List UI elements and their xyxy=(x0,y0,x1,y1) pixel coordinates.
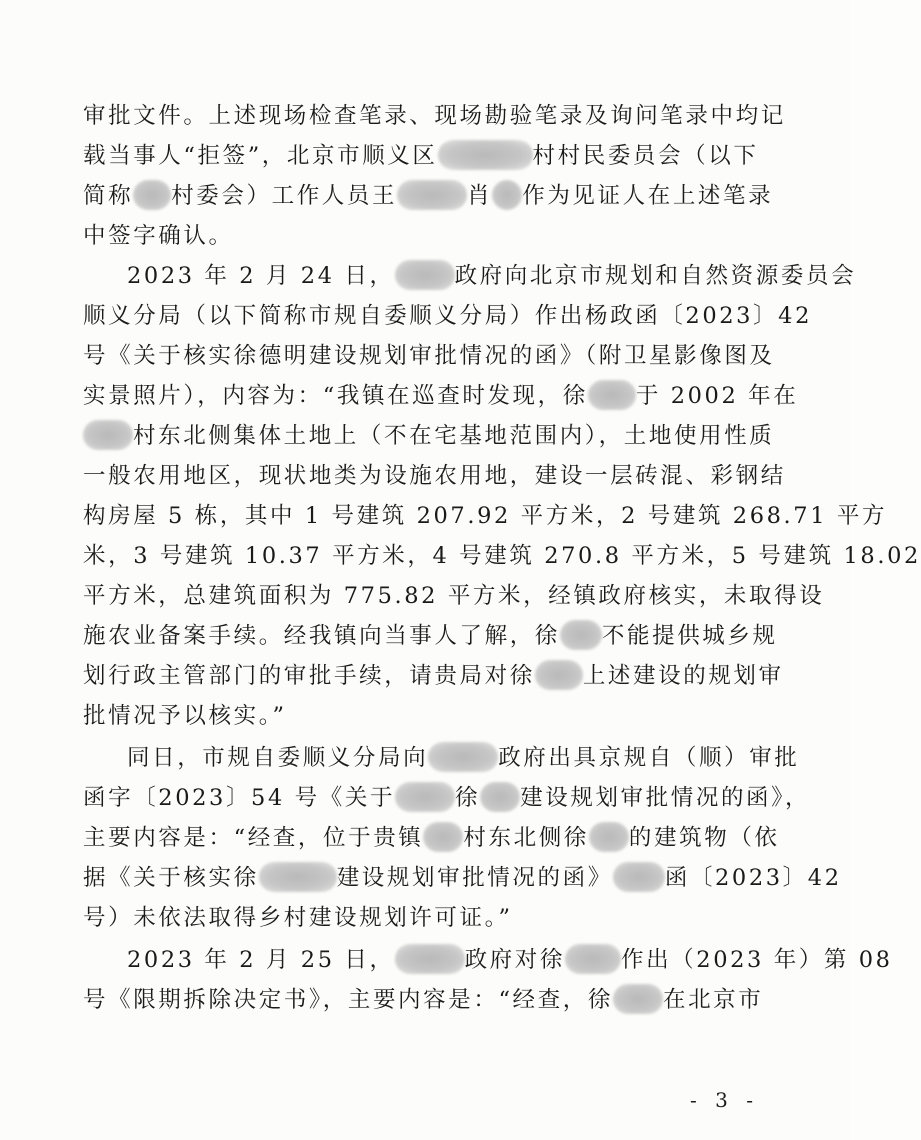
text-line xyxy=(127,940,893,980)
redaction-mark xyxy=(613,984,663,1014)
text-line xyxy=(83,576,824,616)
text-segment: 村东北侧徐 xyxy=(463,825,589,851)
text-line xyxy=(83,176,773,216)
text-segment: 政府向北京市规划和自然资源委员会 xyxy=(454,263,857,289)
text-line xyxy=(83,818,780,858)
text-segment: 主要内容是：“经查，位于贵镇 xyxy=(83,825,424,851)
text-segment: 审批文件。上述现场检查笔录、现场勘验笔录及询问笔录中均记 xyxy=(83,103,786,129)
redaction-mark xyxy=(560,620,602,650)
text-line xyxy=(83,656,784,696)
text-line xyxy=(83,898,513,938)
text-segment: 号《限期拆除决定书》，主要内容是：“经查，徐 xyxy=(83,987,613,1013)
redaction-mark xyxy=(395,260,455,290)
text-segment: 号《关于核实徐德明建设规划审批情况的函》（附卫星影像图及 xyxy=(83,343,775,369)
text-segment: 构房屋 5 栋，其中 1 号建筑 207.92 平方米，2 号建筑 268.71 平方 xyxy=(83,503,888,529)
redaction-mark xyxy=(589,822,629,852)
text-segment: 政府对徐 xyxy=(464,947,565,973)
text-segment: 顺义分局（以下简称市规自委顺义分局）作出杨政函〔2023〕42 xyxy=(83,303,812,329)
text-segment: 一般农用地区，现状地类为设施农用地，建设一层砖混、彩钢结 xyxy=(83,463,786,489)
text-segment: 实景照片），内容为：“我镇在巡查时发现，徐 xyxy=(83,383,588,409)
text-segment: 2023 年 2 月 25 日， xyxy=(127,947,395,973)
text-line xyxy=(83,616,778,656)
redaction-mark xyxy=(259,862,337,892)
text-segment: 村委会）工作人员王 xyxy=(171,183,398,209)
text-segment: 不能提供城乡规 xyxy=(601,623,778,649)
text-segment: 作出（2023 年）第 08 xyxy=(620,947,893,973)
text-segment: 米，3 号建筑 10.37 平方米，4 号建筑 270.8 平方米，5 号建筑 18.02 xyxy=(83,543,921,569)
text-line xyxy=(83,456,786,496)
text-line xyxy=(83,336,775,376)
redaction-mark xyxy=(492,180,522,210)
redaction-mark xyxy=(397,180,467,210)
text-line xyxy=(83,980,763,1020)
text-segment: 建设规划审批情况的函》， xyxy=(520,785,811,811)
redaction-mark xyxy=(535,660,583,690)
text-segment: 于 2002 年在 xyxy=(635,383,799,409)
text-line xyxy=(83,136,758,176)
text-segment: 在北京市 xyxy=(662,987,764,1013)
text-segment: 村东北侧集体土地上（不在宅基地范围内），土地使用性质 xyxy=(133,423,775,449)
text-segment: 简称 xyxy=(83,183,134,209)
text-line xyxy=(83,496,887,536)
text-line xyxy=(83,96,786,136)
text-line xyxy=(83,296,812,336)
text-line xyxy=(83,216,234,256)
redaction-mark xyxy=(423,822,463,852)
text-line xyxy=(83,376,798,416)
redaction-mark xyxy=(565,944,621,974)
text-segment: 建设规划审批情况的函》 xyxy=(336,865,613,891)
text-line xyxy=(83,858,842,898)
text-line xyxy=(127,738,799,778)
redaction-mark xyxy=(613,862,665,892)
redaction-mark xyxy=(395,782,455,812)
redaction-mark xyxy=(438,140,533,170)
text-segment: 徐 xyxy=(455,785,481,811)
page-number: - 3 - xyxy=(690,1088,759,1112)
text-line xyxy=(83,778,810,818)
text-segment: 政府出具京规自（顺）审批 xyxy=(498,745,800,771)
text-line xyxy=(127,256,856,296)
text-segment: 划行政主管部门的审批手续，请贵局对徐 xyxy=(83,663,535,689)
text-segment: 的建筑物（依 xyxy=(628,825,780,851)
redaction-mark xyxy=(395,944,465,974)
text-segment: 批情况予以核实。” xyxy=(83,703,287,729)
text-segment: 村村民委员会（以下 xyxy=(532,143,759,169)
text-segment: 号）未依法取得乡村建设规划许可证。” xyxy=(83,905,513,931)
text-segment: 载当事人“拒签”，北京市顺义区 xyxy=(83,143,438,169)
text-segment: 上述建设的规划审 xyxy=(582,663,784,689)
redaction-mark xyxy=(133,180,171,210)
redaction-mark xyxy=(588,380,636,410)
redaction-mark xyxy=(480,782,520,812)
text-segment: 函〔2023〕42 xyxy=(664,865,842,891)
text-segment: 函字〔2023〕54 号《关于 xyxy=(83,785,396,811)
text-segment: 施农业备案手续。经我镇向当事人了解，徐 xyxy=(83,623,560,649)
text-line xyxy=(83,416,774,456)
text-line xyxy=(83,536,921,576)
redaction-mark xyxy=(428,742,498,772)
redaction-mark xyxy=(83,420,133,450)
text-line xyxy=(83,696,287,736)
text-segment: 同日，市规自委顺义分局向 xyxy=(127,745,429,771)
text-segment: 肖 xyxy=(467,183,493,209)
text-segment: 平方米，总建筑面积为 775.82 平方米，经镇政府核实，未取得设 xyxy=(83,583,825,609)
text-segment: 作为见证人在上述笔录 xyxy=(522,183,774,209)
text-segment: 中签字确认。 xyxy=(83,223,234,249)
text-segment: 据《关于核实徐 xyxy=(83,865,259,891)
text-segment: 2023 年 2 月 24 日， xyxy=(127,263,395,289)
